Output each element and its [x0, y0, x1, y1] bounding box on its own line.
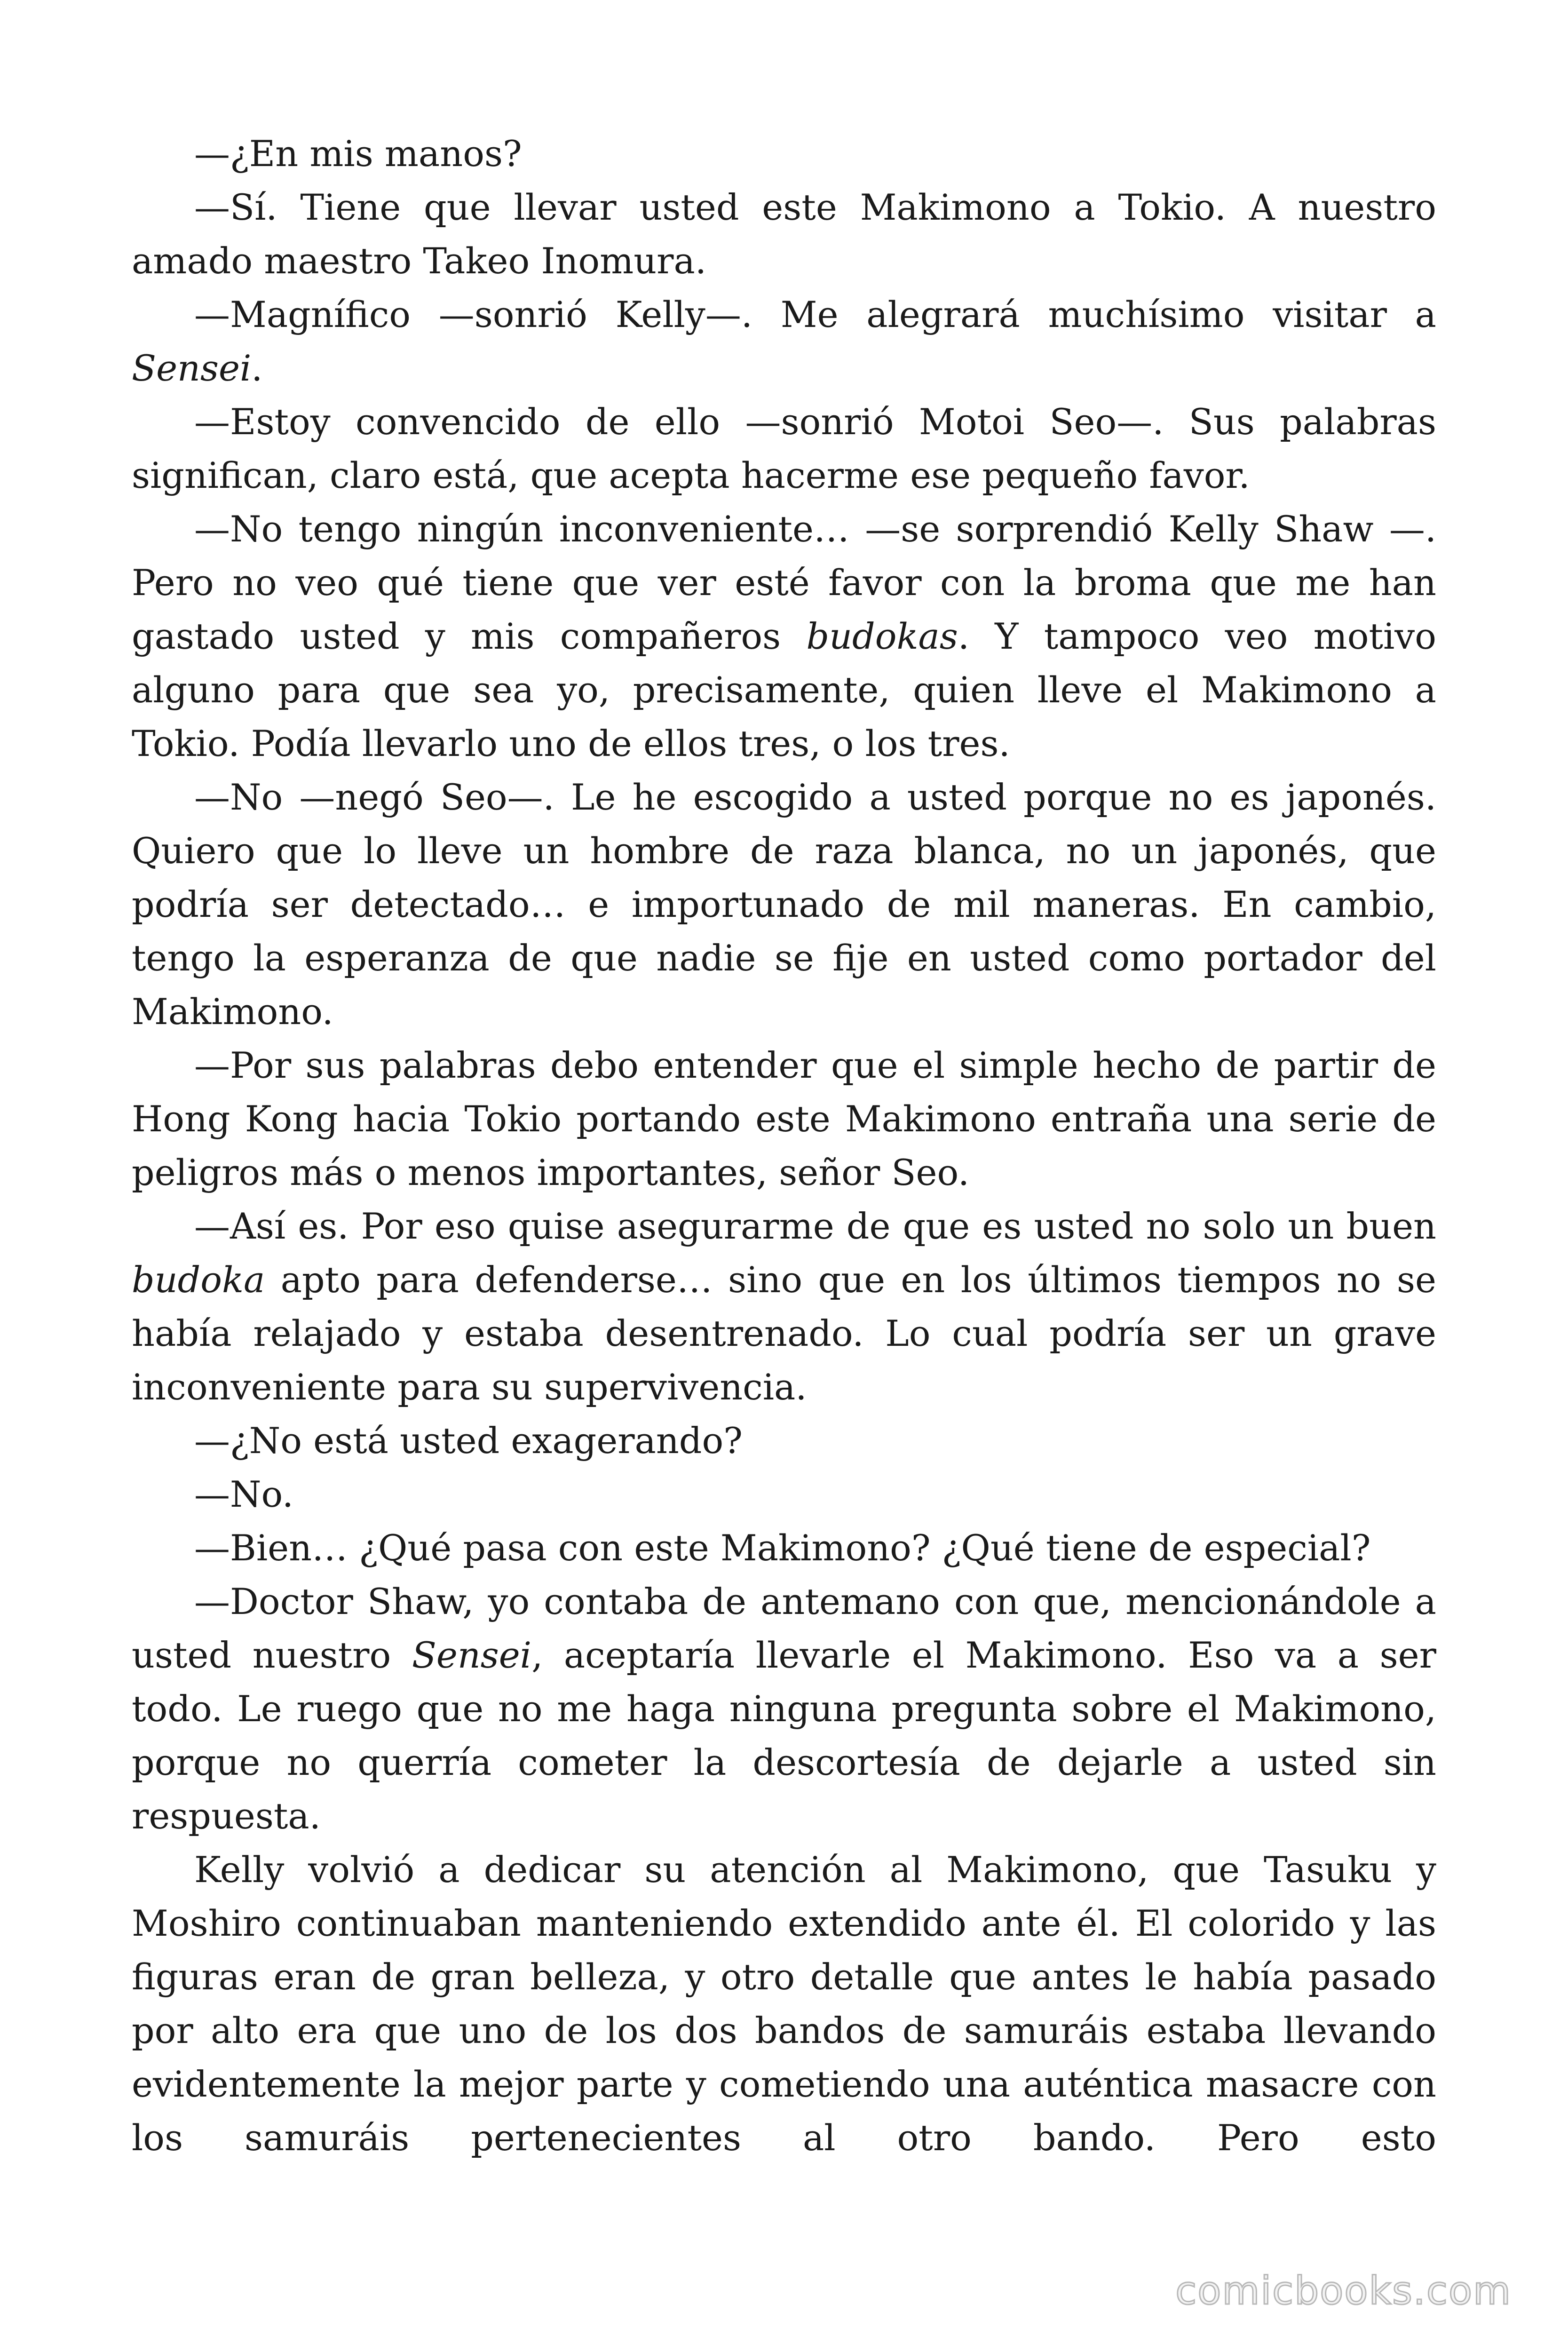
text-run: —Magnífico —sonrió Kelly—. Me alegrará muchísimo visitar a [194, 294, 1436, 335]
paragraph [132, 395, 1436, 502]
text-run: —¿En mis manos? [194, 133, 522, 175]
page-text [132, 127, 1436, 2165]
text-run: apto para defenderse… sino que en los últimos tiempos no se había relajado y estaba desentrenado. Lo cual podría ser un grave inconveniente para su supervivencia. [132, 1259, 1436, 1408]
paragraph [132, 1468, 1436, 1521]
text-run: —No. [194, 1473, 294, 1515]
paragraph [132, 1521, 1436, 1575]
text-run: —Estoy convencido de ello —sonrió Motoi Seo—. Sus palabras significan, claro está, que acepta hacerme ese pequeño favor. [132, 401, 1436, 496]
text-run: —Sí. Tiene que llevar usted este Makimono a Tokio. A nuestro amado maestro Takeo Inomura. [132, 186, 1436, 282]
paragraph [132, 127, 1436, 181]
text-run: , aceptaría llevarle el Makimono. Eso va a ser todo. Le ruego que no me haga ninguna pregunta sobre el Makimono, porque no querría cometer la descortesía de dejarle a usted sin respuesta. [132, 1634, 1436, 1837]
paragraph [132, 1200, 1436, 1414]
text-run: Kelly volvió a dedicar su atención al Makimono, que Tasuku y Moshiro continuaban manteniendo extendido ante él. El colorido y las figuras eran de gran belleza, y otro detalle que antes le había pasado por alto era que uno de los dos bandos de samuráis estaba llevando evidentemente la mejor parte y cometiendo una auténtica masacre con los samuráis pertenecientes al otro bando. Pero esto [132, 1849, 1436, 2159]
text-run: . [251, 347, 263, 389]
italic-text-run: budoka [132, 1259, 265, 1301]
text-run: —Por sus palabras debo entender que el simple hecho de partir de Hong Kong hacia Tokio portando este Makimono entraña una serie de peligros más o menos importantes, señor Seo. [132, 1044, 1436, 1193]
italic-text-run: Sensei [412, 1634, 532, 1676]
text-run: . Y tampoco veo motivo alguno para que sea yo, precisamente, quien lleve el Makimono a Tokio. Podía llevarlo uno de ellos tres, o los tres. [132, 615, 1436, 764]
italic-text-run: Sensei [132, 347, 252, 389]
text-run: —¿No está usted exagerando? [194, 1420, 743, 1462]
paragraph [132, 1039, 1436, 1200]
text-run: —Así es. Por eso quise asegurarme de que es usted no solo un buen [194, 1205, 1436, 1247]
watermark: comicbooks.com [1175, 2269, 1512, 2313]
paragraph [132, 1843, 1436, 2165]
paragraph [132, 288, 1436, 395]
text-run: —Bien… ¿Qué pasa con este Makimono? ¿Qué tiene de especial? [194, 1527, 1371, 1569]
italic-text-run: budokas [806, 615, 958, 657]
text-run: —Doctor Shaw, yo contaba de antemano con que, mencionándole a usted nuestro [132, 1581, 1436, 1676]
paragraph [132, 1575, 1436, 1843]
paragraph [132, 1414, 1436, 1468]
paragraph [132, 181, 1436, 288]
paragraph [132, 771, 1436, 1039]
text-run: —No tengo ningún inconveniente… —se sorprendió Kelly Shaw —. Pero no veo qué tiene que ver esté favor con la broma que me han gastado usted y mis compañeros [132, 508, 1436, 657]
paragraph [132, 502, 1436, 771]
text-run: —No —negó Seo—. Le he escogido a usted porque no es japonés. Quiero que lo lleve un hombre de raza blanca, no un japonés, que podría ser detectado… e importunado de mil maneras. En cambio, tengo la esperanza de que nadie se fije en usted como portador del Makimono. [132, 776, 1436, 1033]
